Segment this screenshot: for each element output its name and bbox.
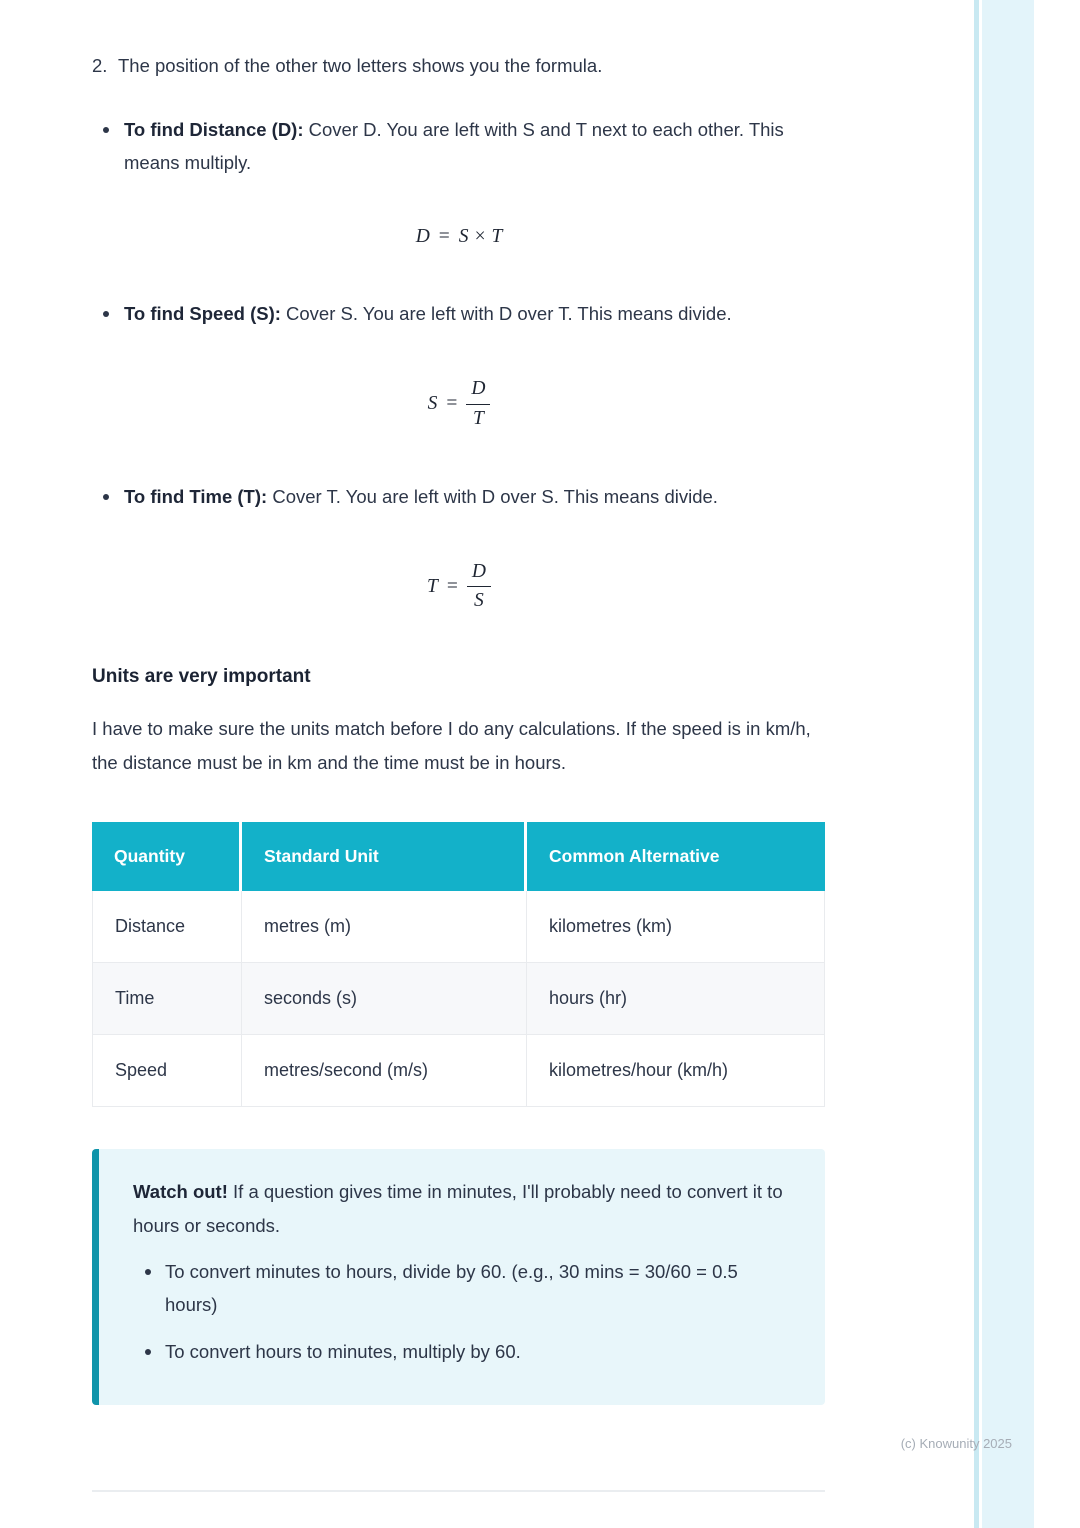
fraction [467,560,491,614]
table-cell: metres (m) [242,891,527,963]
table-header-quantity: Quantity [92,822,242,891]
units-heading: Units are very important [92,665,311,687]
fraction-denominator: S [474,590,484,612]
bullet-dot [103,311,109,317]
side-page-strip [982,0,1034,1528]
equals-sign: = [446,393,458,415]
table-cell: seconds (s) [242,963,527,1035]
numbered-item-2 [92,50,826,82]
table-cell: kilometres/hour (km/h) [527,1035,825,1107]
fraction-numerator: D [467,560,491,587]
bullet-item-speed [92,298,826,331]
table-cell: kilometres (km) [527,891,825,963]
table-cell: Speed [92,1035,242,1107]
formula-distance [92,226,826,248]
callout-bullet-text: To convert hours to minutes, multiply by 60. [165,1340,521,1362]
table-header-common-alternative: Common Alternative [527,822,825,891]
table-header-row [92,822,825,891]
callout-lead-bold: Watch out! [133,1181,228,1203]
formula-time [92,560,826,614]
item-number: 2. [92,55,108,76]
callout-bullet-item [133,1256,795,1322]
formula-rhs: S × T [458,226,503,248]
bullet-item-time [92,481,826,514]
bullet-dot [145,1349,151,1355]
bullet-dot [103,127,109,133]
table-cell: Distance [92,891,242,963]
fraction-denominator: T [472,407,484,429]
fraction-numerator: D [466,377,490,404]
bullet-text: Cover D. You are left with S and T next to each other. This means multiply. [124,119,784,174]
table-row [92,963,825,1035]
formula-lhs: T [427,575,438,597]
bullet-text: Cover T. You are left with D over S. This means divide. [267,485,718,507]
bullet-text: Cover S. You are left with D over T. This means divide. [280,303,732,325]
bullet-item-distance [92,114,826,180]
table-cell: metres/second (m/s) [242,1035,527,1107]
bullet-lead: To find Speed (S): [124,303,281,325]
table-cell: Time [92,963,242,1035]
callout-watch-out [92,1149,825,1404]
fraction [466,377,490,431]
callout-lead-text: If a question gives time in minutes, I'll probably need to convert it to hours or seconds. [133,1181,783,1236]
bullet-lead: To find Time (T): [124,485,268,507]
formula-lhs: S [427,393,438,415]
bottom-divider [92,1490,825,1492]
table-row [92,1035,825,1107]
units-paragraph: I have to make sure the units match before I do any calculations. If the speed is in km/h, the distance must be in km and the time must be in hours. [92,717,811,773]
callout-bullet-item [133,1336,795,1369]
table-header-standard-unit: Standard Unit [242,822,527,891]
table-row [92,891,825,963]
units-table [92,822,825,1107]
equals-sign: = [446,575,458,597]
formula-speed [92,377,826,431]
callout-lead-paragraph [133,1175,795,1242]
bullet-dot [145,1269,151,1275]
formula-lhs: D [415,226,430,248]
bullet-dot [103,494,109,500]
item-text: The position of the other two letters shows you the formula. [118,55,603,76]
footer-credit: (c) Knowunity 2025 [900,1436,1012,1451]
bullet-lead: To find Distance (D): [124,119,304,141]
callout-bullet-text: To convert minutes to hours, divide by 60. (e.g., 30 mins = 30/60 = 0.5 hours) [165,1260,738,1315]
table-cell: hours (hr) [527,963,825,1035]
equals-sign: = [438,226,450,248]
side-page-edge-line [974,0,979,1528]
